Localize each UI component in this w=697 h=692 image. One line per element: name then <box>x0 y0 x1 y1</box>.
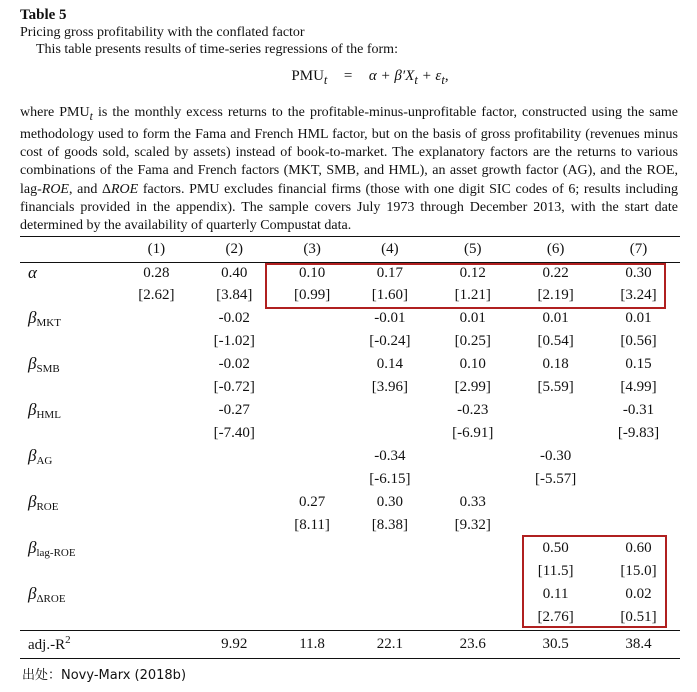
adj-r2-sup: 2 <box>65 634 71 646</box>
adj-r2-cell: 23.6 <box>431 630 514 658</box>
desc-part2: is the monthly excess returns to the profitable-minus-unprofitable factor, constructed using the same methodology used to form the Fama and French HML factor, but on the basis of gross profitability (revenues minus cost of goods sold, scaled by assets) instead of book-to-market. The explanatory factors are the returns to various combinations of the Fama and French factors (MKT, SMB, and HML), an asset growth factor (AG), and the ROE, lag- <box>20 105 679 197</box>
corner-cell <box>20 237 120 263</box>
coefficient-cell <box>120 446 193 467</box>
coefficient-cell <box>193 584 276 605</box>
row-label-symbol: $\beta_{HML}$ <box>28 400 61 421</box>
row-label-subscript: MKT <box>36 317 61 329</box>
table-intro: This table presents results of time-series regressions of the form: <box>36 42 398 57</box>
column-header: (7) <box>597 237 680 263</box>
row-label-blank <box>20 421 120 446</box>
table-row-tstat <box>20 467 680 492</box>
tstat-cell: [8.11] <box>294 517 330 533</box>
coefficient-cell: 0.10 <box>298 264 326 281</box>
tstat-cell <box>120 421 193 446</box>
tstat-cell <box>276 605 349 630</box>
tstat-cell <box>276 329 349 354</box>
coefficient-cell <box>120 584 193 605</box>
coefficient-cell <box>597 446 680 467</box>
row-label-blank <box>20 513 120 538</box>
table-description <box>20 104 678 235</box>
coefficient-cell <box>431 538 514 559</box>
row-label <box>20 400 120 421</box>
tstat-cell: [-9.83] <box>617 425 660 441</box>
tstat-cell <box>276 375 349 400</box>
table-row-tstat <box>20 329 680 354</box>
eq-rhs-mid: + ε <box>417 68 442 84</box>
tstat-cell: [0.99] <box>293 287 331 303</box>
table-row-tstat <box>20 421 680 446</box>
desc-part1: where PMU <box>20 105 90 120</box>
tstat-cell: [11.5] <box>537 563 574 579</box>
tstat-cell: [1.21] <box>454 287 491 303</box>
tstat-cell: [-1.02] <box>213 333 255 349</box>
tstat-cell <box>120 513 193 538</box>
eq-equals: = <box>343 68 353 84</box>
table-row <box>20 354 680 375</box>
tstat-cell: [0.25] <box>454 333 491 349</box>
coefficient-cell: 0.11 <box>542 586 569 602</box>
row-label <box>20 538 120 559</box>
coefficient-cell: 0.22 <box>542 264 569 281</box>
coefficient-cell <box>514 492 597 513</box>
tstat-cell: [8.38] <box>371 517 409 533</box>
column-header: (1) <box>120 237 193 263</box>
tstat-cell <box>597 467 680 492</box>
coefficient-cell: 0.17 <box>376 264 404 281</box>
row-label-symbol: $\beta_{SMB}$ <box>28 354 60 375</box>
highlight-box-alpha <box>265 263 666 309</box>
coefficient-cell: 0.18 <box>542 356 569 372</box>
tstat-cell: [-0.24] <box>369 333 411 349</box>
tstat-cell: [2.62] <box>138 287 175 303</box>
coefficient-cell: -0.02 <box>218 356 250 372</box>
adj-r2-label <box>20 630 120 658</box>
coefficient-cell: -0.31 <box>622 402 655 418</box>
eq-rhs: α + β′X <box>368 68 415 84</box>
coefficient-cell <box>276 400 349 421</box>
coefficient-cell <box>120 354 193 375</box>
desc-part3: , and Δ <box>68 181 111 197</box>
desc-roe1: ROE <box>41 181 69 197</box>
tstat-cell: [3.84] <box>216 287 253 303</box>
tstat-cell <box>193 513 276 538</box>
row-label <box>20 492 120 513</box>
desc-part4: factors. PMU excludes financial firms (those with one digit SIC codes of 6; results including financials provided in the appendix). The sample covers July 1973 through December 2013, with the start date determined by the availability of quarterly Compustat data. <box>20 181 678 234</box>
table-row <box>20 492 680 513</box>
column-header: (6) <box>514 237 597 263</box>
tstat-cell: [-0.72] <box>213 379 255 395</box>
coefficient-cell: 0.60 <box>625 540 652 556</box>
coefficient-cell: 0.02 <box>625 586 652 602</box>
coefficient-cell: 0.01 <box>542 310 569 326</box>
coefficient-cell <box>348 400 431 421</box>
tstat-cell: [15.0] <box>620 563 657 579</box>
coefficient-cell <box>348 584 431 605</box>
coefficient-cell: 0.30 <box>376 494 404 510</box>
coefficient-cell <box>276 354 349 375</box>
row-label-symbol: α <box>28 263 37 282</box>
tstat-cell <box>120 329 193 354</box>
coefficient-cell: 0.28 <box>143 264 170 281</box>
coefficient-cell <box>120 538 193 559</box>
tstat-cell <box>431 467 514 492</box>
tstat-cell: [5.59] <box>537 379 574 395</box>
coefficient-cell <box>514 400 597 421</box>
eq-rhs-sub2: t <box>441 73 445 87</box>
coefficient-cell <box>276 446 349 467</box>
coefficient-cell <box>431 584 514 605</box>
table-row-tstat <box>20 375 680 400</box>
coefficient-cell: 0.01 <box>625 310 652 326</box>
row-label-subscript: AG <box>36 455 53 467</box>
coefficient-cell: 0.15 <box>625 356 652 372</box>
source-note: 出处：Novy-Marx (2018b) <box>22 668 187 683</box>
row-label <box>20 263 120 284</box>
tstat-cell: [-7.40] <box>213 425 255 441</box>
tstat-cell <box>120 375 193 400</box>
tstat-cell <box>348 421 431 446</box>
row-label <box>20 584 120 605</box>
table-label: Table 5 <box>20 7 67 23</box>
row-label <box>20 308 120 329</box>
coefficient-cell: -0.30 <box>540 448 572 464</box>
tstat-cell: [2.19] <box>537 287 574 303</box>
tstat-cell <box>120 559 193 584</box>
tstat-cell: [0.56] <box>620 333 657 349</box>
tstat-cell: [3.96] <box>371 379 409 395</box>
row-label <box>20 446 120 467</box>
coefficient-cell: 0.10 <box>459 356 486 372</box>
coefficient-cell: 0.33 <box>459 494 486 510</box>
tstat-cell: [2.99] <box>454 379 491 395</box>
highlight-box-roe <box>522 535 667 628</box>
column-header: (2) <box>193 237 276 263</box>
coefficient-cell: -0.02 <box>218 310 250 326</box>
tstat-cell: [0.54] <box>537 333 574 349</box>
table-row <box>20 400 680 421</box>
coefficient-cell <box>193 446 276 467</box>
adj-r2-row <box>20 630 680 658</box>
eq-lhs-sub: t <box>323 73 328 87</box>
tstat-cell <box>431 559 514 584</box>
table-caption <box>20 6 680 235</box>
adj-r2-cell: 9.92 <box>193 630 276 658</box>
row-label-symbol: $\beta_{lag-ROE}$ <box>28 538 76 559</box>
eq-lhs: PMU <box>291 68 324 84</box>
eq-end: , <box>444 68 449 84</box>
coefficient-cell: -0.27 <box>218 402 250 418</box>
row-label-symbol: $\beta_{AG}$ <box>28 446 53 467</box>
row-label-blank <box>20 329 120 354</box>
column-header: (3) <box>276 237 349 263</box>
column-header: (5) <box>431 237 514 263</box>
table-row <box>20 446 680 467</box>
coefficient-cell <box>120 400 193 421</box>
tstat-cell <box>276 421 349 446</box>
row-label <box>20 354 120 375</box>
eq-rhs-sub1: t <box>414 73 418 87</box>
tstat-cell: [4.99] <box>620 379 657 395</box>
tstat-cell: [0.51] <box>620 608 657 625</box>
row-label-blank <box>20 467 120 492</box>
row-label-subscript: ROE <box>36 501 59 513</box>
tstat-cell <box>120 467 193 492</box>
tstat-cell <box>276 467 349 492</box>
tstat-cell <box>514 421 597 446</box>
tstat-cell: [9.32] <box>454 517 491 533</box>
tstat-cell <box>120 605 193 630</box>
regression-equation <box>20 66 680 90</box>
adj-r2-cell: 38.4 <box>597 630 680 658</box>
row-label-symbol: $\beta_{MKT}$ <box>28 308 61 329</box>
adj-r2-cell <box>120 630 193 658</box>
tstat-cell <box>348 605 431 630</box>
tstat-cell: [-5.57] <box>535 471 577 487</box>
row-label-blank <box>20 559 120 584</box>
coefficient-cell: 0.01 <box>459 310 486 326</box>
coefficient-cell: 0.50 <box>542 540 569 556</box>
tstat-cell <box>193 467 276 492</box>
coefficient-cell <box>348 538 431 559</box>
coefficient-cell: -0.01 <box>374 310 406 326</box>
tstat-cell <box>193 605 276 630</box>
coefficient-cell <box>431 446 514 467</box>
coefficient-cell <box>276 538 349 559</box>
coefficient-cell: 0.40 <box>221 264 248 281</box>
coefficient-cell <box>120 308 193 329</box>
row-label-blank <box>20 375 120 400</box>
table-row <box>20 308 680 329</box>
row-label-symbol: $\beta_{ROE}$ <box>28 492 59 513</box>
coefficient-cell: 0.27 <box>298 494 326 510</box>
adj-r2-cell: 30.5 <box>514 630 597 658</box>
row-label-subscript: HML <box>36 409 61 421</box>
tstat-cell: [-6.15] <box>369 471 411 487</box>
tstat-cell: [3.24] <box>620 287 657 303</box>
coefficient-cell <box>276 584 349 605</box>
table-title: Pricing gross profitability with the conflated factor <box>20 25 305 40</box>
row-label-subscript: ΔROE <box>36 593 66 605</box>
coefficient-cell <box>193 538 276 559</box>
coefficient-cell: 0.12 <box>459 264 486 281</box>
column-header-row <box>20 237 680 263</box>
coefficient-cell <box>597 492 680 513</box>
tstat-cell: [2.76] <box>537 608 574 625</box>
tstat-cell <box>276 559 349 584</box>
adj-r2-cell: 22.1 <box>348 630 431 658</box>
coefficient-cell: -0.23 <box>457 402 489 418</box>
tstat-cell <box>193 559 276 584</box>
adj-r2-cell: 11.8 <box>276 630 349 658</box>
row-label-blank <box>20 605 120 630</box>
row-label-symbol: $\beta_{\Delta ROE}$ <box>28 584 66 605</box>
coefficient-cell: 0.14 <box>376 356 404 372</box>
coefficient-cell <box>120 492 193 513</box>
coefficient-cell <box>193 492 276 513</box>
column-header: (4) <box>348 237 431 263</box>
coefficient-cell: 0.30 <box>625 264 652 281</box>
desc-roe2: ROE <box>111 181 139 197</box>
row-label-subscript: lag-ROE <box>36 547 76 559</box>
desc-part1-sub: t <box>89 109 93 123</box>
tstat-cell <box>348 559 431 584</box>
coefficient-cell: -0.34 <box>374 448 406 464</box>
row-label-blank <box>20 283 120 308</box>
adj-r2-text: adj.-R <box>28 637 66 653</box>
tstat-cell: [1.60] <box>371 287 409 303</box>
row-label-subscript: SMB <box>36 363 60 375</box>
coefficient-cell <box>276 308 349 329</box>
tstat-cell: [-6.91] <box>452 425 494 441</box>
tstat-cell <box>431 605 514 630</box>
